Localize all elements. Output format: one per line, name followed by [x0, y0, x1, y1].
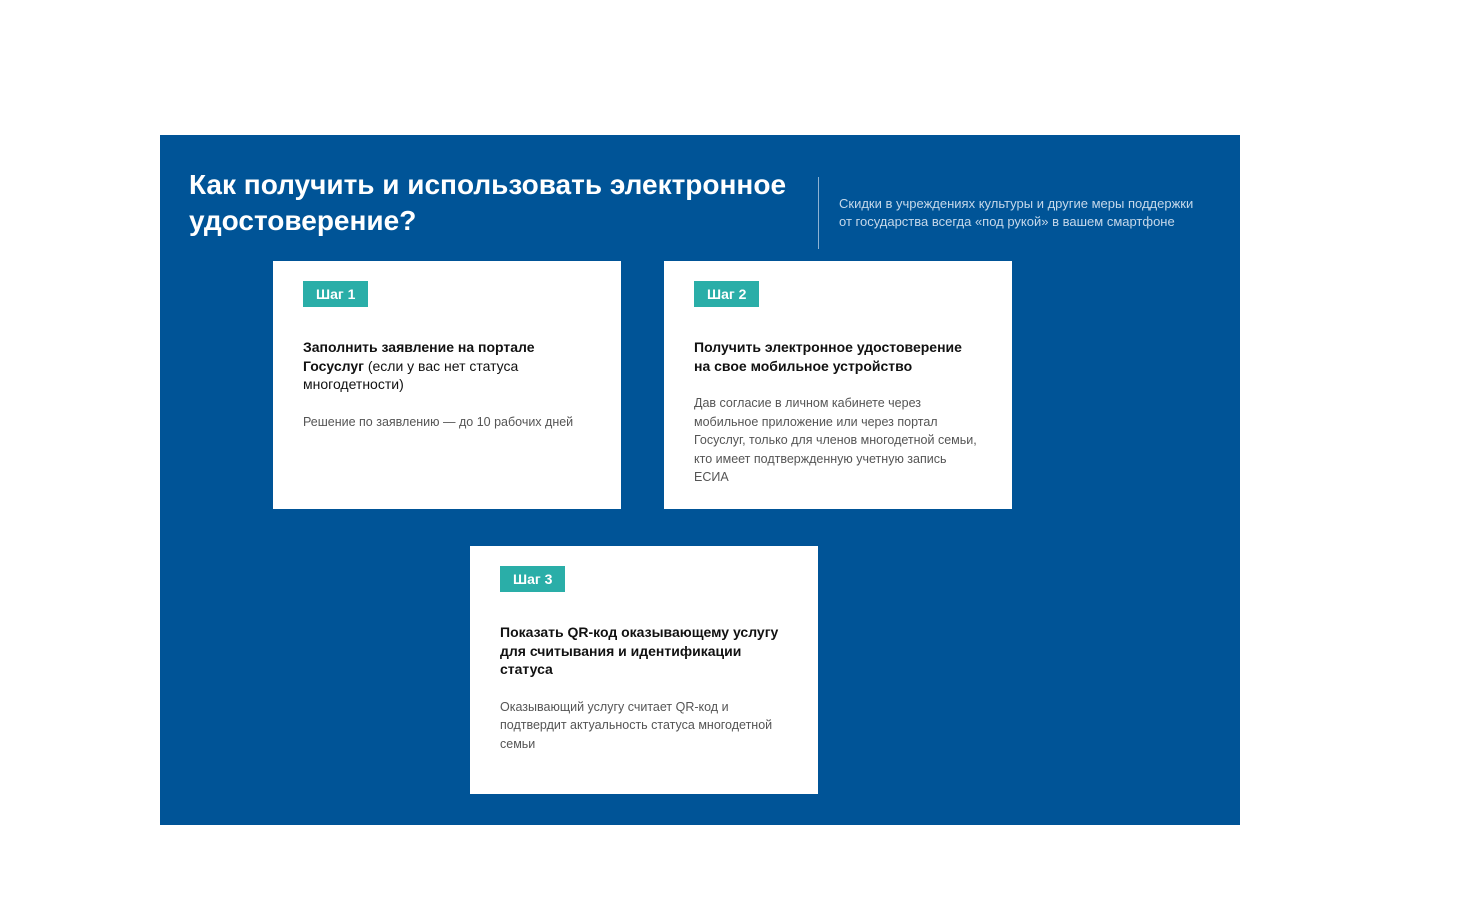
- step-text-1: Решение по заявлению — до 10 рабочих дней: [303, 414, 574, 429]
- title-divider: [818, 177, 819, 249]
- step-heading-1: [303, 338, 591, 394]
- step-card-3: [470, 546, 818, 794]
- step-badge-1: Шаг 1: [303, 281, 368, 307]
- step-heading-3: [500, 623, 788, 679]
- info-panel: [160, 135, 1240, 825]
- step-card-2: [664, 261, 1012, 509]
- step-heading-1-normal: (если у вас нет статуса многодетности): [303, 357, 519, 392]
- step-heading-1-bold: Заполнить заявление на портале Госуслуг: [303, 339, 535, 374]
- step-heading-2: [694, 338, 982, 375]
- page-subtitle: Скидки в учреждениях культуры и другие меры поддержки от государства всегда «под рукой» в вашем смартфоне: [839, 196, 1194, 229]
- step-heading-2-bold: Получить электронное удостоверение на свое мобильное устройство: [694, 339, 962, 374]
- step-text-2: Дав согласие в личном кабинете через мобильное приложение или через портал Госуслуг, только для членов многодетной семьи, кто имеет подтвержденную учетную запись ЕСИА: [694, 396, 977, 484]
- step-card-1: [273, 261, 621, 509]
- step-heading-3-bold: Показать QR-код оказывающему услугу для считывания и идентификации статуса: [500, 624, 779, 677]
- step-badge-3: Шаг 3: [500, 566, 565, 592]
- step-badge-2: Шаг 2: [694, 281, 759, 307]
- page-title: Как получить и использовать электронное удостоверение?: [189, 169, 787, 236]
- step-text-3: Оказывающий услугу считает QR-код и подтвердит актуальность статуса многодетной семьи: [500, 699, 773, 751]
